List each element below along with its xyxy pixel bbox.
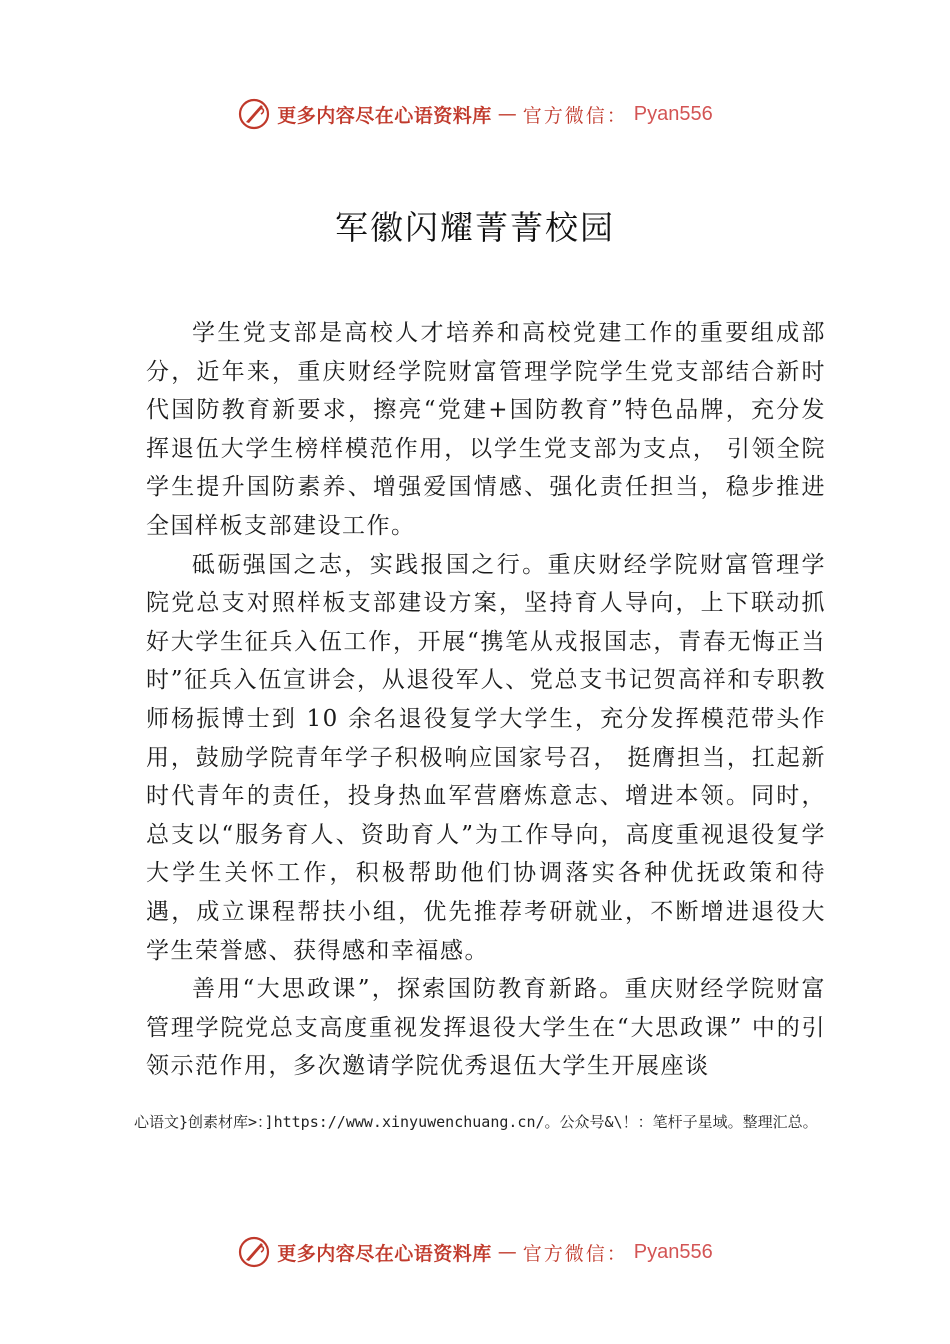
banner-dash: — <box>497 103 517 125</box>
wechat-id: Pyan556 <box>633 1240 713 1263</box>
paragraph: 学生党支部是高校人才培养和高校党建工作的重要组成部分，近年来，重庆财经学院财富管理学院学生党支部结合新时代国防教育新要求，擦亮“党建+国防教育”特色品牌，充分发挥退伍大学生榜样模范作用，以学生党支部为支点， 引领全院学生提升国防素养、增强爱国情感、强化责任担当，稳步推进全国样板支部建设工作。 <box>146 320 826 539</box>
paragraph: 善用“大思政课”，探索国防教育新路。重庆财经学院财富管理学院党总支高度重视发挥退役大学生在“大思政课” 中的引领示范作用，多次邀请学院优秀退伍大学生开展座谈 <box>146 976 826 1080</box>
footer-banner <box>0 1232 950 1272</box>
quill-logo-icon <box>237 97 271 131</box>
library-name: 更多内容尽在心语资料库 <box>277 1242 492 1265</box>
banner-dash: — <box>497 1241 517 1263</box>
source-footnote: 心语文}创素材库>：]https://www.xinyuwenchuang.cn/。公众号&\！：笔杆子星域。整理汇总。 <box>134 1113 818 1131</box>
document-title: 军徽闪耀菁菁校园 <box>335 208 615 247</box>
wechat-id: Pyan556 <box>633 102 713 125</box>
quill-logo-icon <box>237 1235 271 1269</box>
header-banner <box>0 94 950 134</box>
wechat-label: 官方微信： <box>522 1242 628 1265</box>
library-name: 更多内容尽在心语资料库 <box>277 104 492 127</box>
document-body <box>146 314 826 1086</box>
wechat-label: 官方微信： <box>522 104 628 127</box>
paragraph: 砥砺强国之志，实践报国之行。重庆财经学院财富管理学院党总支对照样板支部建设方案，坚持育人导向，上下联动抓好大学生征兵入伍工作，开展“携笔从戎报国志，青春无悔正当时”征兵入伍宣讲会，从退役军人、党总支书记贺高祥和专职教师杨振博士到 10 余名退役复学大学生，充分发挥模范带头作用，鼓励学院青年学子积极响应国家号召， 挺膺担当，扛起新时代青年的责任，投身热血军营磨炼意志、增进本领。同时，总支以“服务育人、资助育人”为工作导向，高度重视退役复学大学生关怀工作，积极帮助他们协调落实各种优抚政策和待遇，成立课程帮扶小组，优先推荐考研就业，不断增进退役大学生荣誉感、获得感和幸福感。 <box>146 551 826 964</box>
